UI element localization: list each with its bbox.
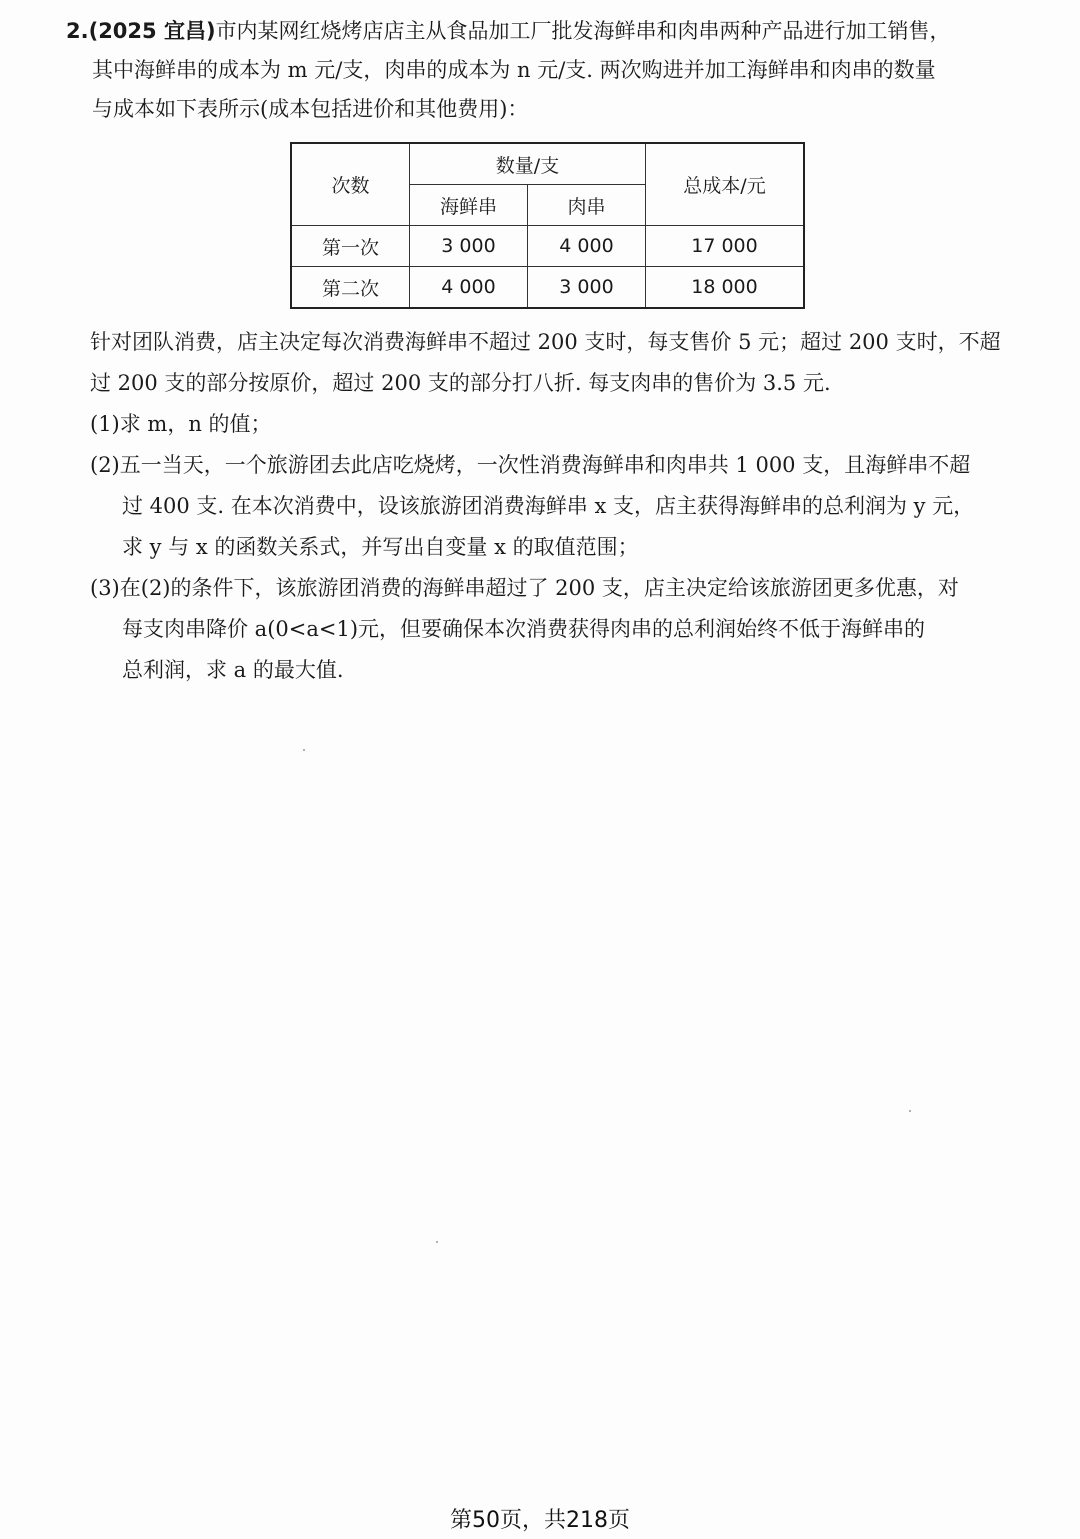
problem-line-1 — [66, 12, 1016, 51]
header-times: 次数 — [291, 143, 410, 226]
cell-seafood: 3 000 — [410, 226, 528, 267]
cell-cost: 18 000 — [646, 267, 805, 309]
question-source: (2025 宜昌) — [88, 19, 216, 43]
question-number: 2. — [66, 19, 89, 43]
table-row — [291, 226, 804, 267]
part-3-line-2: 每支肉串降价 a(0<a<1)元，但要确保本次消费获得肉串的总利润始终不低于海鲜串的 — [122, 617, 926, 641]
part-3-line-3: 总利润，求 a 的最大值. — [122, 658, 344, 682]
row-label: 第二次 — [291, 267, 410, 309]
problem-text: 市内某网红烧烤店店主从食品加工厂批发海鲜串和肉串两种产品进行加工销售， — [215, 19, 951, 43]
problem-statement — [66, 12, 1016, 129]
cost-table — [290, 142, 805, 309]
pricing-rules-and-parts — [90, 322, 1020, 691]
part-2-line-3: 求 y 与 x 的函数关系式，并写出自变量 x 的取值范围； — [122, 535, 639, 559]
part-2-line-2: 过 400 支. 在本次消费中，设该旅游团消费海鲜串 x 支，店主获得海鲜串的总利润为 y 元， — [122, 494, 975, 518]
cell-cost: 17 000 — [646, 226, 805, 267]
problem-line-2: 其中海鲜串的成本为 m 元/支，肉串的成本为 n 元/支. 两次购进并加工海鲜串和肉串的数量 — [92, 58, 936, 82]
scan-speck — [909, 1110, 911, 1112]
cell-meat: 4 000 — [528, 226, 646, 267]
rules-line-2: 过 200 支的部分按原价，超过 200 支的部分打八折. 每支肉串的售价为 3.5 元. — [90, 371, 831, 395]
scan-speck — [303, 749, 305, 751]
header-total-cost: 总成本/元 — [646, 143, 805, 226]
rules-line-1: 针对团队消费，店主决定每次消费海鲜串不超过 200 支时，每支售价 5 元；超过 200 支时，不超 — [90, 330, 1001, 354]
cell-seafood: 4 000 — [410, 267, 528, 309]
part-2-line-1: (2)五一当天，一个旅游团去此店吃烧烤，一次性消费海鲜串和肉串共 1 000 支，且海鲜串不超 — [90, 453, 971, 477]
header-quantity: 数量/支 — [410, 143, 646, 185]
scan-speck — [436, 1241, 438, 1243]
header-meat: 肉串 — [528, 185, 646, 226]
part-3-line-1: (3)在(2)的条件下，该旅游团消费的海鲜串超过了 200 支，店主决定给该旅游团更多优惠，对 — [90, 576, 959, 600]
cell-meat: 3 000 — [528, 267, 646, 309]
row-label: 第一次 — [291, 226, 410, 267]
page-number-footer: 第50页，共218页 — [450, 1508, 630, 1533]
part-1 — [90, 404, 1020, 445]
header-seafood: 海鲜串 — [410, 185, 528, 226]
problem-line-3: 与成本如下表所示(成本包括进价和其他费用)： — [92, 97, 529, 121]
part-2 — [90, 445, 1020, 568]
part-1-line-1: (1)求 m，n 的值； — [90, 412, 272, 436]
part-3 — [90, 568, 1020, 691]
table-row — [291, 267, 804, 309]
